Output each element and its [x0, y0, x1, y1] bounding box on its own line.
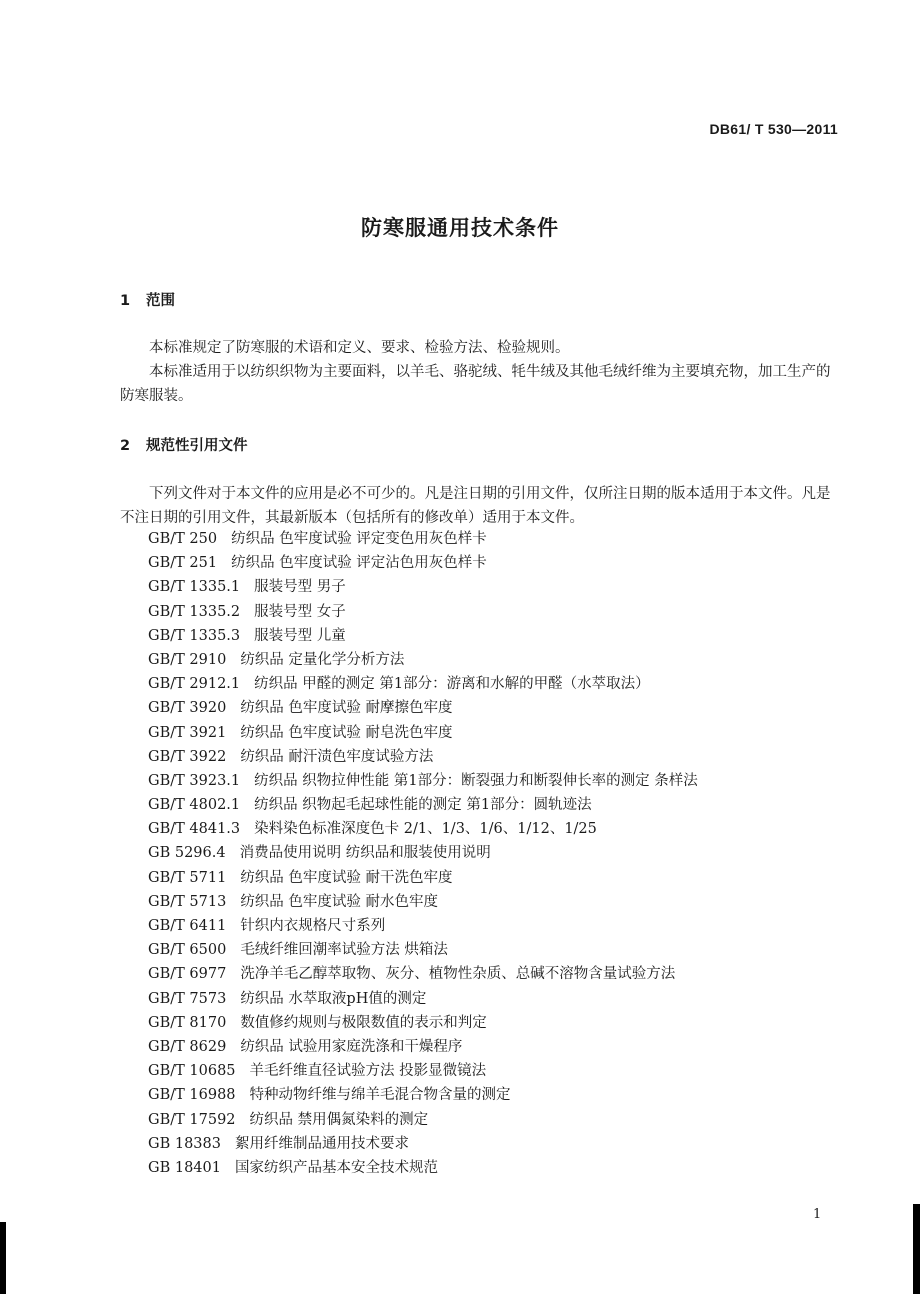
reference-title: 纺织品 定量化学分析方法 [240, 651, 405, 668]
reference-code: GB/T 3921 [148, 724, 227, 741]
section-heading-scope [120, 289, 175, 310]
reference-title: 羊毛纤维直径试验方法 投影显微镜法 [249, 1063, 487, 1080]
reference-title: 絮用纤维制品通用技术要求 [234, 1135, 409, 1152]
reference-title: 服装号型 男子 [254, 579, 346, 596]
reference-code: GB 18401 [148, 1159, 221, 1176]
reference-code: GB/T 1335.2 [148, 603, 241, 620]
reference-item [148, 1108, 698, 1132]
reference-item [148, 962, 698, 986]
reference-code: GB/T 16988 [148, 1087, 236, 1104]
reference-title: 特种动物纤维与绵羊毛混合物含量的测定 [249, 1087, 511, 1104]
section-heading-normative [120, 434, 248, 455]
reference-title: 服装号型 女子 [254, 603, 346, 620]
reference-item [148, 745, 698, 769]
reference-code: GB 18383 [148, 1135, 221, 1152]
reference-code: GB/T 8629 [148, 1038, 227, 1055]
reference-code: GB 5296.4 [148, 845, 226, 862]
reference-code: GB/T 4802.1 [148, 797, 241, 814]
reference-item [148, 841, 698, 865]
reference-item [148, 817, 698, 841]
reference-code: GB/T 8170 [148, 1014, 227, 1031]
section-title: 范围 [146, 293, 175, 309]
reference-title: 消费品使用说明 纺织品和服装使用说明 [239, 845, 491, 862]
reference-item [148, 793, 698, 817]
reference-code: GB/T 4841.3 [148, 821, 241, 838]
section-title: 规范性引用文件 [146, 438, 248, 454]
reference-item [148, 1059, 698, 1083]
reference-title: 服装号型 儿童 [254, 627, 346, 644]
reference-item [148, 624, 698, 648]
reference-title: 纺织品 色牢度试验 耐皂洗色牢度 [240, 724, 453, 741]
section-number: 2 [120, 438, 131, 454]
reference-title: 纺织品 甲醛的测定 第1部分：游离和水解的甲醛（水萃取法） [254, 676, 650, 693]
reference-code: GB/T 1335.1 [148, 579, 241, 596]
reference-item [148, 527, 698, 551]
reference-code: GB/T 17592 [148, 1111, 236, 1128]
reference-item [148, 648, 698, 672]
page-number: 1 [813, 1207, 822, 1222]
reference-title: 纺织品 禁用偶氮染料的测定 [249, 1111, 429, 1128]
reference-code: GB/T 5713 [148, 893, 227, 910]
reference-item [148, 1132, 698, 1156]
reference-item [148, 721, 698, 745]
reference-title: 国家纺织产品基本安全技术规范 [234, 1159, 438, 1176]
reference-title: 针织内衣规格尺寸系列 [240, 918, 386, 934]
reference-item [148, 866, 698, 890]
reference-list [148, 527, 698, 1180]
reference-item [148, 600, 698, 624]
normative-intro-paragraph: 下列文件对于本文件的应用是必不可少的。凡是注日期的引用文件，仅所注日期的版本适用于本文件。凡是不注日期的引用文件，其最新版本（包括所有的修改单）适用于本文件。 [120, 486, 831, 526]
reference-code: GB/T 3920 [148, 700, 227, 717]
reference-item [148, 914, 698, 938]
reference-title: 纺织品 色牢度试验 耐水色牢度 [240, 893, 439, 910]
scan-edge-mark-right [913, 1204, 920, 1294]
reference-code: GB/T 10685 [148, 1063, 236, 1080]
reference-item [148, 987, 698, 1011]
reference-code: GB/T 5711 [148, 869, 227, 886]
reference-item [148, 1156, 698, 1180]
reference-item [148, 1035, 698, 1059]
reference-title: 毛绒纤维回潮率试验方法 烘箱法 [240, 942, 448, 959]
reference-title: 纺织品 色牢度试验 耐干洗色牢度 [240, 869, 453, 886]
section-number: 1 [120, 293, 131, 309]
reference-code: GB/T 2912.1 [148, 676, 241, 693]
scan-edge-mark-left [0, 1222, 6, 1294]
reference-title: 纺织品 织物拉伸性能 第1部分：断裂强力和断裂伸长率的测定 条样法 [254, 772, 698, 789]
reference-item [148, 696, 698, 720]
reference-title: 染料染色标准深度色卡 2/1、1/3、1/6、1/12、1/25 [254, 821, 597, 838]
reference-title: 洗净羊毛乙醇萃取物、灰分、植物性杂质、总碱不溶物含量试验方法 [240, 966, 676, 983]
reference-title: 纺织品 色牢度试验 评定变色用灰色样卡 [231, 531, 487, 547]
reference-item [148, 938, 698, 962]
reference-item [148, 575, 698, 599]
reference-title: 纺织品 试验用家庭洗涤和干燥程序 [240, 1038, 463, 1055]
reference-code: GB/T 251 [148, 555, 218, 572]
reference-code: GB/T 250 [148, 531, 218, 547]
reference-code: GB/T 6977 [148, 966, 227, 983]
reference-code: GB/T 7573 [148, 990, 227, 1007]
reference-code: GB/T 6500 [148, 942, 227, 959]
reference-code: GB/T 3922 [148, 748, 227, 765]
reference-title: 数值修约规则与极限数值的表示和判定 [240, 1014, 487, 1031]
reference-title: 纺织品 水萃取液pH值的测定 [240, 990, 427, 1007]
reference-item [148, 769, 698, 793]
page-title: 防寒服通用技术条件 [361, 216, 559, 240]
reference-title: 纺织品 织物起毛起球性能的测定 第1部分：圆轨迹法 [254, 797, 592, 814]
reference-item [148, 890, 698, 914]
scope-paragraph-1: 本标准规定了防寒服的术语和定义、要求、检验方法、检验规则。 [149, 340, 570, 356]
reference-title: 纺织品 耐汗渍色牢度试验方法 [240, 748, 434, 765]
reference-code: GB/T 3923.1 [148, 772, 241, 789]
reference-item [148, 1011, 698, 1035]
scope-paragraph-2: 本标准适用于以纺织织物为主要面料，以羊毛、骆驼绒、牦牛绒及其他毛绒纤维为主要填充物，加工生产的防寒服装。 [120, 364, 831, 404]
reference-code: GB/T 2910 [148, 651, 227, 668]
reference-title: 纺织品 色牢度试验 耐摩擦色牢度 [240, 700, 453, 717]
reference-title: 纺织品 色牢度试验 评定沾色用灰色样卡 [231, 555, 487, 572]
reference-item [148, 551, 698, 575]
std-code: DB61/ T 530—2011 [709, 121, 838, 137]
reference-item [148, 672, 698, 696]
reference-code: GB/T 1335.3 [148, 627, 241, 644]
reference-code: GB/T 6411 [148, 918, 227, 934]
reference-item [148, 1083, 698, 1107]
